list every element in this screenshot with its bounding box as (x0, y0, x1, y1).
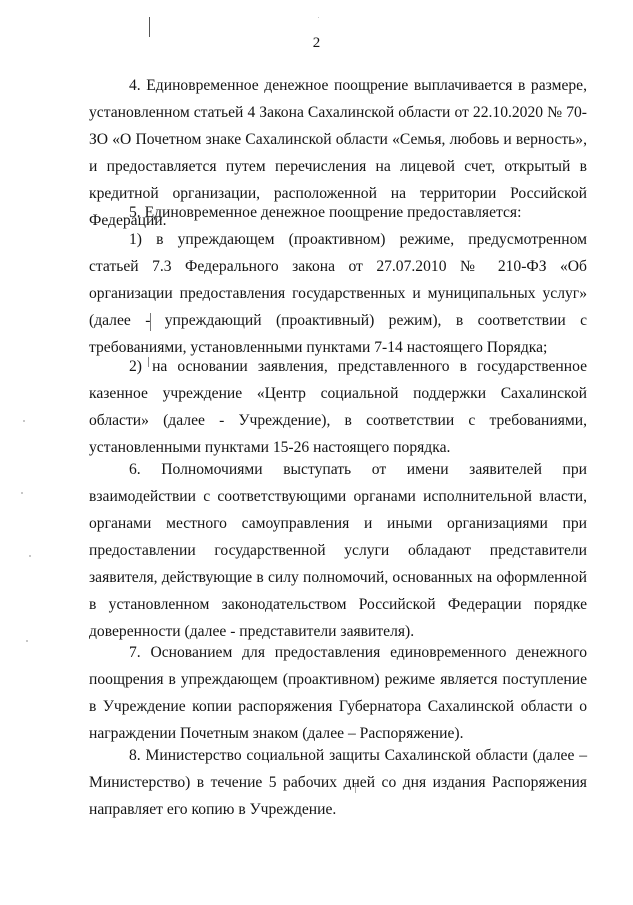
paragraph-5: 5. Единовременное денежное поощрение предоставляется: (129, 203, 522, 221)
scan-artifact-dot (26, 640, 28, 642)
paragraph-7: 7. Основанием для предоставления единовременного денежного поощрения в упреждающем (проактивном) режиме является поступление в Учреждение копии распоряжения Губернатора Сахалинской области о награждении Почетным знаком (далее – Распоряжение). (89, 643, 587, 742)
scan-artifact-dot (29, 555, 31, 557)
paragraph-4: 4. Единовременное денежное поощрение выплачивается в размере, установленном статьей 4 Закона Сахалинской области от 22.10.2020 № 70-ЗО «О Почетном знаке Сахалинской области «Семья, любовь и верность», и предоставляется путем перечисления на лицевой счет, открытый в кредитной организации, расположенной на территории Российской Федерации. (89, 76, 587, 229)
paragraph-5-item-2: 2) на основании заявления, представленного в государственное казенное учреждение «Центр социальной поддержки Сахалинской области» (далее - Учреждение), в соответствии с требованиями, установленными пунктами 15-26 настоящего порядка. (89, 357, 587, 456)
paragraph-6: 6. Полномочиями выступать от имени заявителей при взаимодействии с соответствующими органами исполнительной власти, органами местного самоуправления и иными организациями при предоставлении государственной услуги обладают представители заявителя, действующие в силу полномочий, основанных на оформленной в установленном законодательством Российской Федерации порядке доверенности (далее - представители заявителя). (89, 460, 587, 640)
scan-artifact-dot (21, 492, 23, 494)
paragraph-8: 8. Министерство социальной защиты Сахалинской области (далее – Министерство) в течение 5 рабочих дней со дня издания Распоряжения направляет его копию в Учреждение. (89, 746, 587, 818)
scan-artifact-dot (23, 420, 25, 422)
scan-artifact-dot (318, 17, 319, 18)
page-number: 2 (312, 35, 321, 51)
paragraph-5-item-1: 1) в упреждающем (проактивном) режиме, предусмотренном статьей 7.3 Федерального закона от 27.07.2010 № 210-ФЗ «Об организации предоставления государственных и муниципальных услуг» (далее - упреждающий (проактивный) режим), в соответствии с требованиями, установленными пунктами 7-14 настоящего Порядка; (89, 230, 587, 356)
